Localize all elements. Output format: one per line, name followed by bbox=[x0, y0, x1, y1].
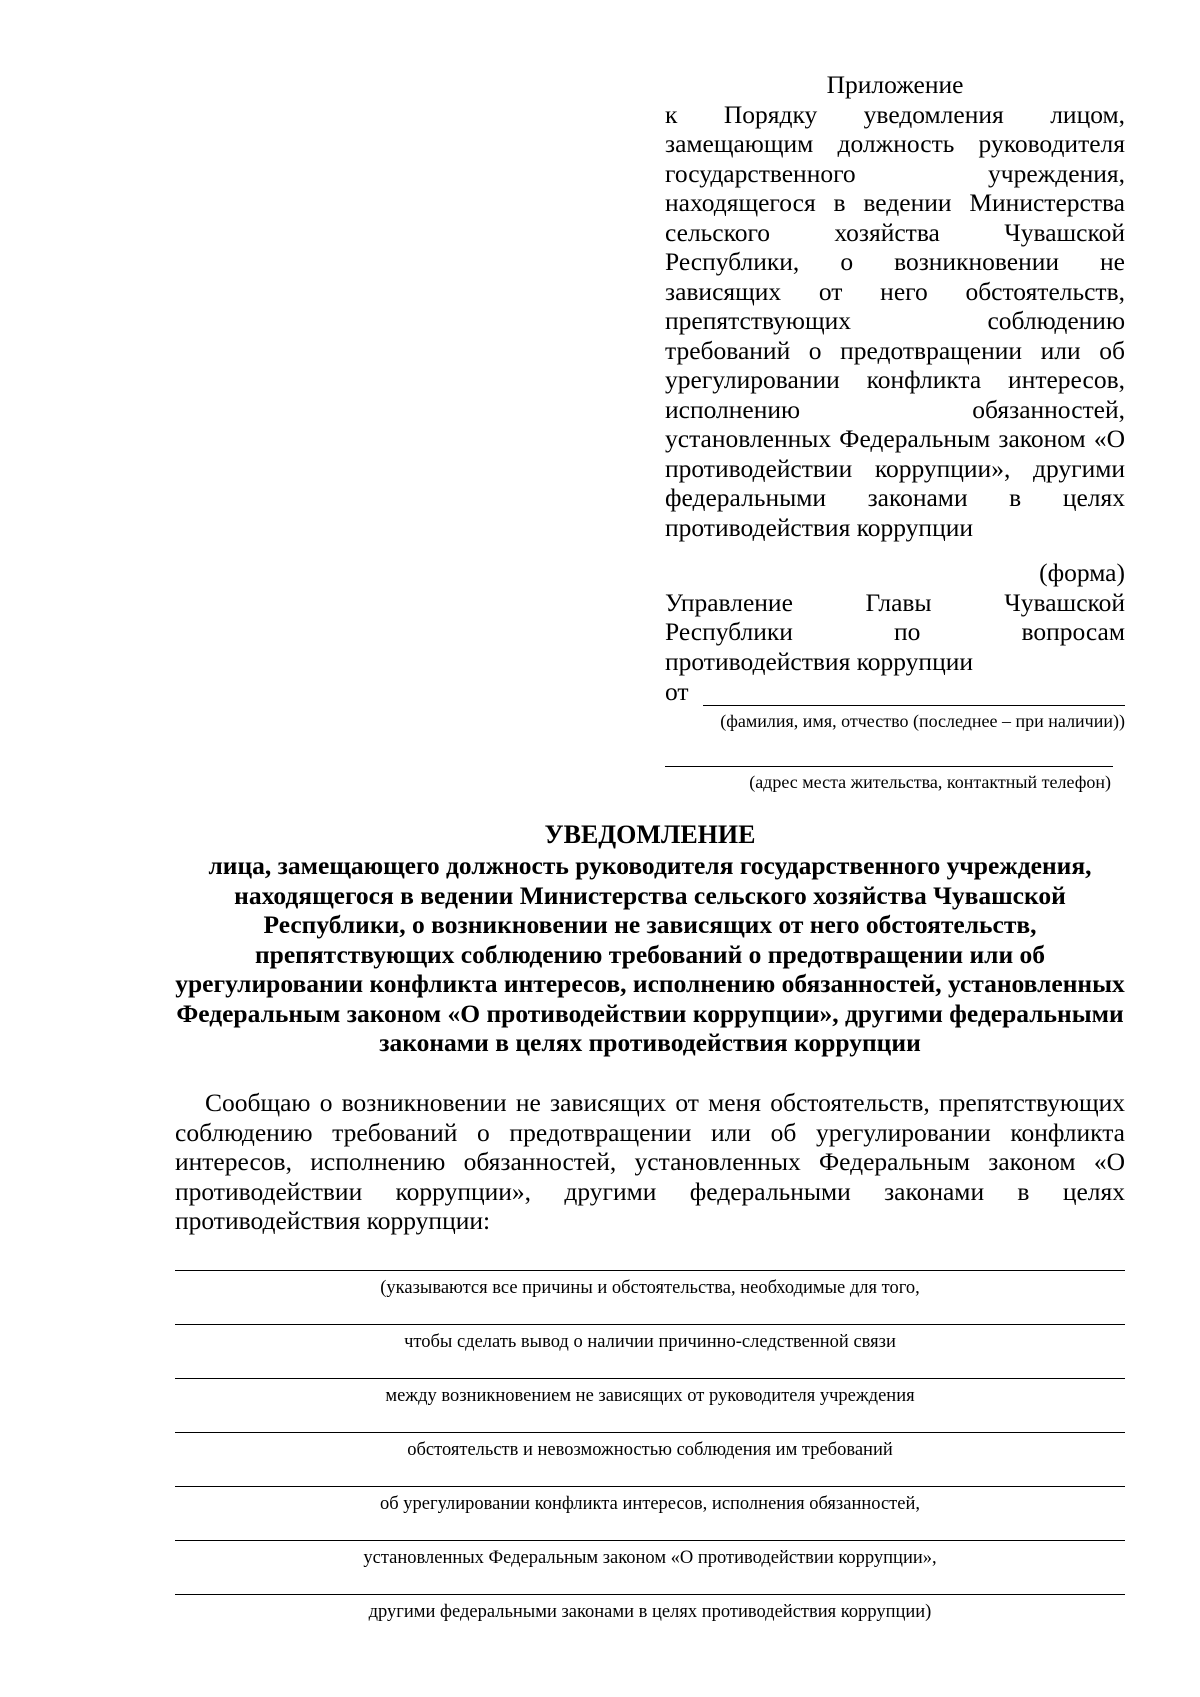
address-blank-line[interactable] bbox=[665, 744, 1113, 767]
fill-hint: об урегулировании конфликта интересов, исполнения обязанностей, bbox=[380, 1494, 920, 1514]
from-row bbox=[665, 676, 1125, 706]
appendix-block bbox=[665, 70, 1125, 542]
fill-hint: обстоятельств и невозможностью соблюдения им требований bbox=[407, 1440, 893, 1460]
appendix-text: к Порядку уведомления лицом, замещающим должность руководителя государственного учреждения, находящегося в ведении Министерства сельского хозяйства Чувашской Республики, о возникновении не зависящих от него обстоятельств, препятствующих соблюдению требований о предотвращении или об урегулировании конфликта интересов, исполнению обязанностей, установленных Федеральным законом «О противодействии коррупции», другими федеральными законами в целях противодействия коррупции bbox=[665, 99, 1125, 542]
fill-hint: (указываются все причины и обстоятельства, необходимые для того, bbox=[380, 1278, 920, 1298]
fio-blank-line[interactable] bbox=[703, 683, 1125, 706]
fill-hint: установленных Федеральным законом «О противодействии коррупции», bbox=[363, 1548, 937, 1568]
appendix-title: Приложение bbox=[826, 70, 964, 99]
fill-hint: чтобы сделать вывод о наличии причинно-следственной связи bbox=[404, 1332, 896, 1352]
fill-row bbox=[175, 1378, 1125, 1432]
address-hint: (адрес места жительства, контактный телефон) bbox=[749, 772, 1111, 792]
document-subtitle: лица, замещающего должность руководителя государственного учреждения, находящегося в ведении Министерства сельского хозяйства Чувашской Республики, о возникновении не зависящих от него обстоятельств, препятствующих соблюдению требований о предотвращении или об урегулировании конфликта интересов, исполнению обязанностей, установленных Федеральным законом «О противодействии коррупции», другими федеральными законами в целях противодействия коррупции bbox=[175, 851, 1125, 1057]
fill-row bbox=[175, 1540, 1125, 1594]
fio-hint: (фамилия, имя, отчество (последнее – при наличии)) bbox=[720, 711, 1125, 731]
form-label: (форма) bbox=[1039, 558, 1125, 587]
fill-row bbox=[175, 1594, 1125, 1648]
addressee-block bbox=[665, 558, 1125, 793]
fill-row bbox=[175, 1432, 1125, 1486]
from-label: от bbox=[665, 676, 689, 706]
recipient-name: Управление Главы Чувашской Республики по вопросам противодействия коррупции bbox=[665, 587, 1125, 676]
fill-hint: другими федеральными законами в целях противодействия коррупции) bbox=[368, 1602, 932, 1622]
notification-body: Сообщаю о возникновении не зависящих от меня обстоятельств, препятствующих соблюдению требований о предотвращении или об урегулировании конфликта интересов, исполнению обязанностей, установленных Федеральным законом «О противодействии коррупции», другими федеральными законами в целях противодействия коррупции: bbox=[175, 1088, 1125, 1235]
fill-in-block bbox=[175, 1270, 1125, 1648]
fill-hint: между возникновением не зависящих от руководителя учреждения bbox=[385, 1386, 915, 1406]
fill-row bbox=[175, 1270, 1125, 1324]
document-title: УВЕДОМЛЕНИЕ bbox=[544, 820, 756, 849]
fill-row bbox=[175, 1486, 1125, 1540]
fill-row bbox=[175, 1324, 1125, 1378]
